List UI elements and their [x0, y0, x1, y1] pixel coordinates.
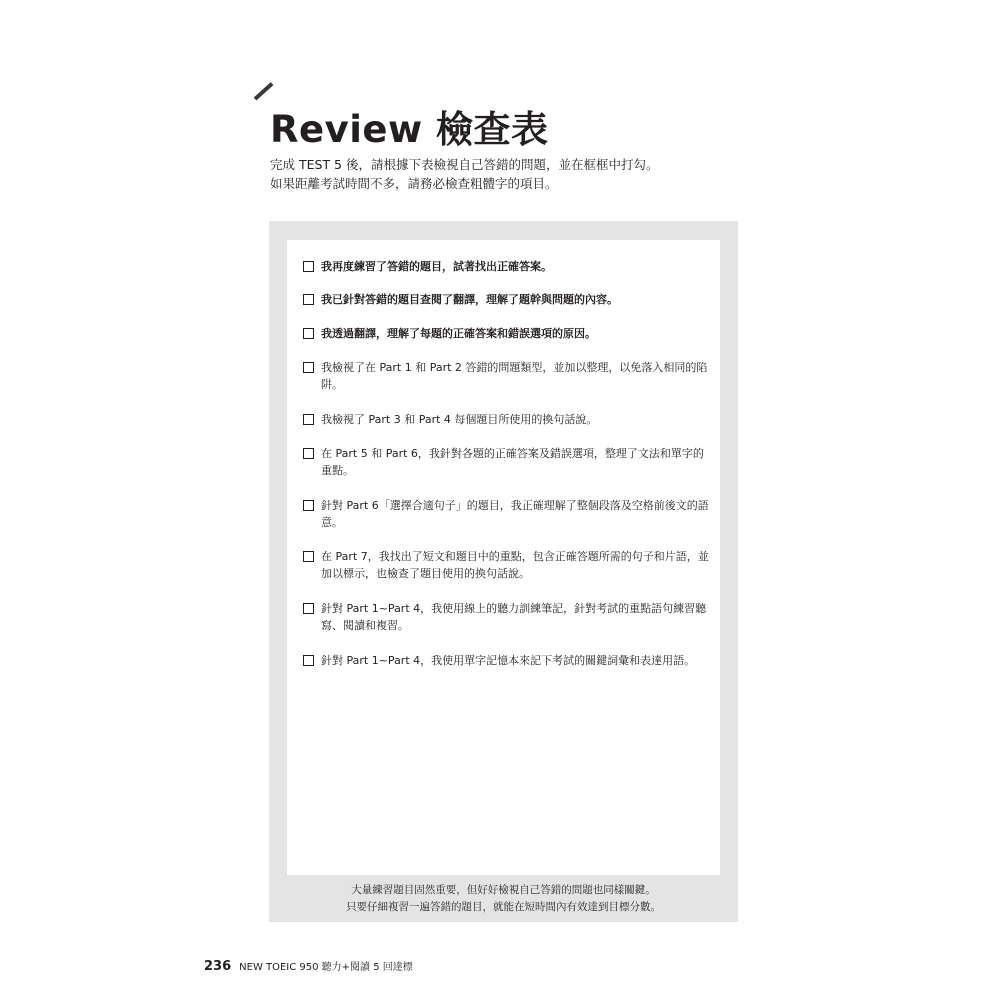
checklist-item-text: 我檢視了 Part 3 和 Part 4 每個題目所使用的換句話說。	[321, 413, 598, 426]
checkbox[interactable]	[303, 500, 314, 511]
checklist-item[interactable]	[303, 652, 713, 669]
checklist-item-text: 針對 Part 1~Part 4，我使用單字記憶本來記下考試的關鍵詞彙和表達用語。	[321, 654, 696, 667]
intro-line: 完成 TEST 5 後，請根據下表檢視自己答錯的問題，並在框框中打勾。	[270, 157, 659, 172]
checklist-item[interactable]	[303, 600, 713, 634]
intro-text	[270, 155, 730, 193]
checklist-item[interactable]	[303, 445, 713, 479]
checklist-item[interactable]	[303, 548, 713, 582]
checklist-item-text: 我檢視了在 Part 1 和 Part 2 答錯的問題類型，並加以整理，以免落入相同的陷阱。	[321, 361, 708, 391]
checkbox[interactable]	[303, 328, 314, 339]
checkbox[interactable]	[303, 294, 314, 305]
page-title: Review 檢查表	[270, 108, 549, 151]
checklist-item-text: 在 Part 7，我找出了短文和題目中的重點，包含正確答題所需的句子和片語，並加以標示，也檢查了題目使用的換句話說。	[321, 550, 709, 580]
page-number: 236	[204, 959, 232, 974]
page-footer	[204, 958, 413, 974]
checkbox[interactable]	[303, 414, 314, 425]
book-title: NEW TOEIC 950 聽力+閱讀 5 回達標	[239, 962, 413, 973]
footer-note-line: 大量練習題目固然重要，但好好檢視自己答錯的問題也同樣關鍵。	[351, 884, 656, 896]
title-accent-slash	[254, 82, 274, 100]
intro-line: 如果距離考試時間不多，請務必檢查粗體字的項目。	[270, 176, 558, 191]
checklist-item[interactable]	[303, 258, 713, 275]
checkbox[interactable]	[303, 603, 314, 614]
checklist-item-text: 針對 Part 1~Part 4，我使用線上的聽力訓練筆記，針對考試的重點語句練習聽寫、閱讀和複習。	[321, 602, 707, 632]
checklist-item-text: 我透過翻譯，理解了每題的正確答案和錯誤選項的原因。	[321, 327, 596, 340]
checkbox[interactable]	[303, 362, 314, 373]
checkbox[interactable]	[303, 261, 314, 272]
checklist-item-text: 針對 Part 6「選擇合適句子」的題目，我正確理解了整個段落及空格前後文的語意。	[321, 499, 709, 529]
checkbox[interactable]	[303, 655, 314, 666]
checklist-item-text: 我再度練習了答錯的題目，試著找出正確答案。	[321, 260, 552, 273]
footer-note-line: 只要仔細複習一遍答錯的題目，就能在短時間內有效達到目標分數。	[346, 901, 661, 913]
checklist-item[interactable]	[303, 325, 713, 342]
checklist-item[interactable]	[303, 497, 713, 531]
checklist-item-text: 在 Part 5 和 Part 6，我針對各題的正確答案及錯誤選項，整理了文法和單字的重點。	[321, 447, 704, 477]
footer-note	[269, 882, 738, 916]
checkbox[interactable]	[303, 551, 314, 562]
checklist-item[interactable]	[303, 359, 713, 393]
checklist-item[interactable]	[303, 411, 713, 428]
checklist-item-text: 我已針對答錯的題目查閱了翻譯，理解了題幹與問題的內容。	[321, 293, 618, 306]
checkbox[interactable]	[303, 448, 314, 459]
checklist-item[interactable]	[303, 291, 713, 308]
